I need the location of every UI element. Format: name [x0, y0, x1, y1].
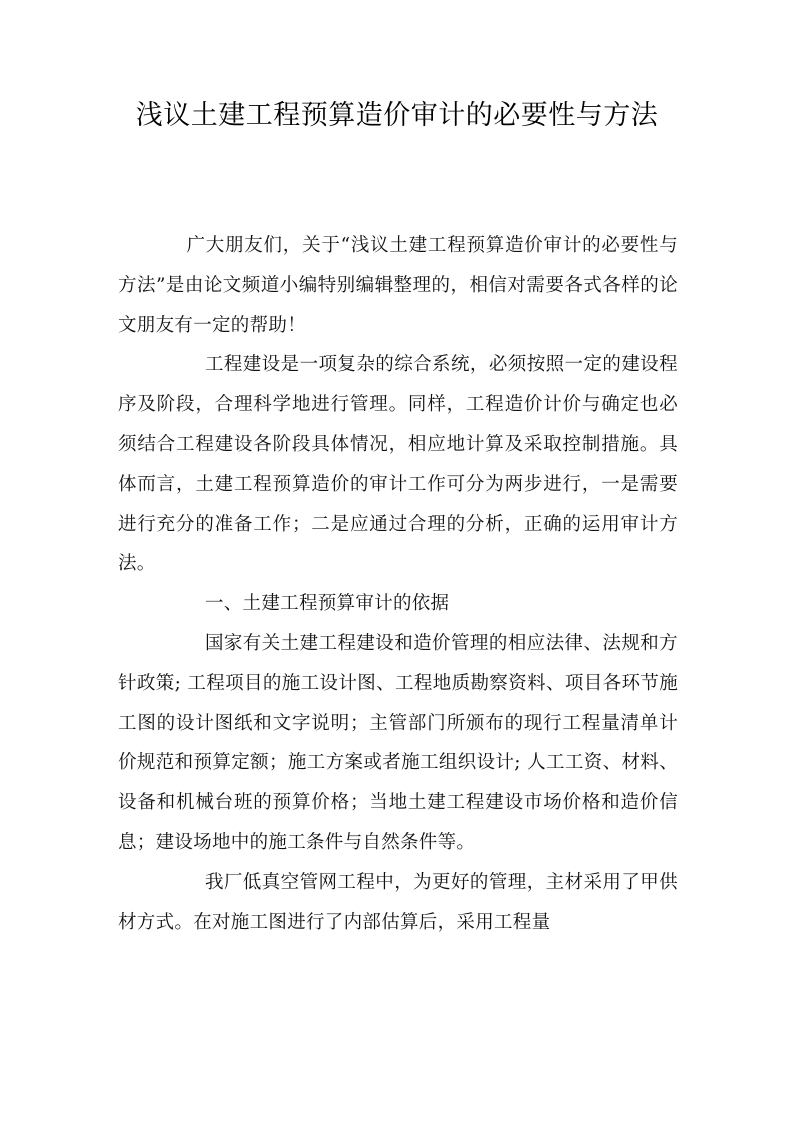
body-paragraph: 工程建设是一项复杂的综合系统，必须按照一定的建设程序及阶段，合理科学地进行管理。同样，工程造价计价与确定也必须结合工程建设各阶段具体情况，相应地计算及采取控制措施。具体而言，土建工程预算造价的审计工作可分为两步进行，一是需要进行充分的准备工作；二是应通过合理的分析，正确的运用审计方法。: [118, 354, 678, 575]
intro-paragraph: 广大朋友们，关于“浅议土建工程预算造价审计的必要性与方法”是由论文频道小编特别编辑整理的，相信对需要各式各样的论文朋友有一定的帮助！: [118, 235, 678, 336]
body-paragraph: 国家有关土建工程建设和造价管理的相应法律、法规和方针政策; 工程项目的施工设计图、工程地质勘察资料、项目各环节施工图的设计图纸和文字说明；主管部门所颁布的现行工程量清单计价规范和预算定额；施工方案或者施工组织设计; 人工工资、材料、设备和机械台班的预算价格；当地土建工程建设市场价格和造价信息；建设场地中的施工条件与自然条件等。: [118, 632, 678, 853]
document-body: [118, 226, 678, 942]
document-title: 浅议土建工程预算造价审计的必要性与方法: [135, 100, 659, 131]
section-heading: 一、土建工程预算审计的依据: [204, 593, 450, 615]
body-paragraph: 我厂低真空管网工程中，为更好的管理，主材采用了甲供材方式。在对施工图进行了内部估算后，采用工程量: [118, 871, 678, 933]
